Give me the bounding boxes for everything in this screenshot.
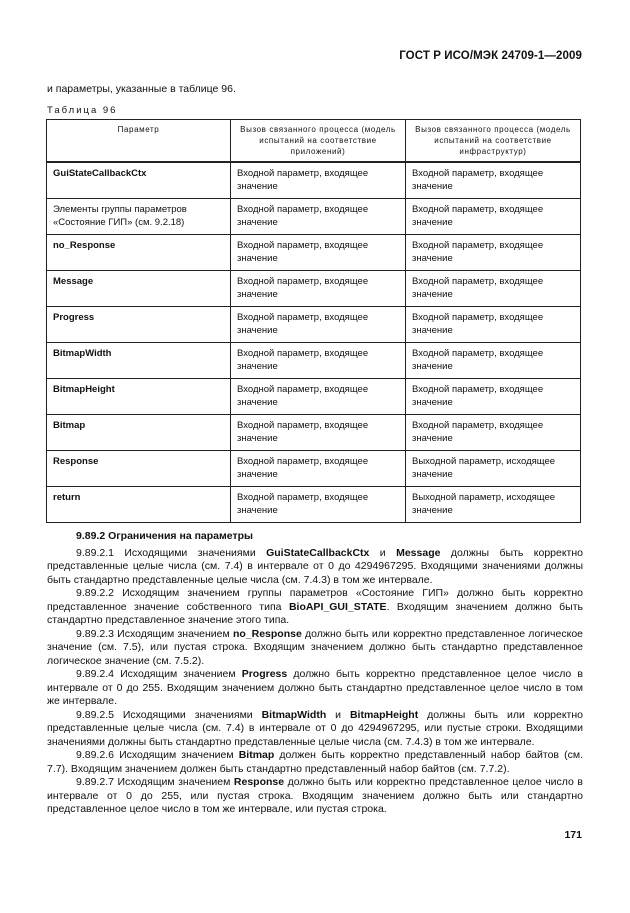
table-row	[47, 379, 581, 415]
table-row	[47, 487, 581, 523]
text-run: 9.89.2.2 Исходящим значением группы параметров «Состояние ГИП» должно быть корректно представленное значение собственного типа	[47, 587, 583, 613]
text-run: 9.89.2.7 Исходящим значением	[76, 776, 234, 788]
table-caption: Таблица 96	[47, 105, 118, 116]
document-header: ГОСТ Р ИСО/МЭК 24709-1—2009	[399, 50, 582, 62]
body-paragraph	[47, 668, 583, 709]
text-run: 9.89.2.5 Исходящими значениями	[76, 708, 262, 721]
text-run: . Входящим значением должно быть стандартно представленное значение этого типа.	[47, 600, 583, 626]
bold-term: Progress	[241, 668, 288, 680]
text-run: 9.89.2.3 Исходящим значением	[76, 627, 233, 640]
text-run: 9.89.2.1 Исходящими значениями	[76, 546, 267, 559]
table-row	[47, 199, 581, 235]
intro-text: и параметры, указанные в таблице 96.	[47, 83, 236, 95]
table-header-row	[47, 120, 581, 163]
cell-app-model: Входной параметр, входящее значение	[231, 487, 406, 523]
text-run: должен быть корректно представленный набор байтов (см. 7.7). Входящим значением должен быть стандартно представленный набор байтов (см. 7.7.2).	[47, 749, 584, 775]
text-run: 9.89.2.4 Исходящим значением	[76, 668, 242, 680]
body-paragraph	[47, 749, 583, 776]
table-row	[47, 307, 581, 343]
cell-infra-model: Выходной параметр, исходящее значение	[406, 487, 581, 523]
bold-term: Message	[396, 546, 441, 559]
body-paragraph	[47, 587, 583, 628]
cell-app-model: Входной параметр, входящее значение	[231, 235, 406, 271]
cell-app-model: Входной параметр, входящее значение	[231, 162, 406, 199]
cell-infra-model: Входной параметр, входящее значение	[406, 199, 581, 235]
header-parameter: Параметр	[47, 120, 231, 163]
parameters-table	[46, 119, 581, 523]
cell-infra-model: Входной параметр, входящее значение	[406, 415, 581, 451]
text-run: должно быть или корректно представленное целое число в интервале от 0 до 255, или пустая строка. Входящим значением должно быть или стандартно представленное целое число в том же интервале, или пустая строка.	[47, 776, 583, 815]
body-paragraph	[47, 709, 583, 750]
section-body	[47, 530, 583, 817]
bold-term: BitmapHeight	[349, 708, 419, 721]
cell-app-model: Входной параметр, входящее значение	[231, 451, 406, 487]
text-run: и	[369, 546, 397, 559]
bold-term: Bitmap	[238, 749, 275, 761]
cell-parameter: BitmapWidth	[47, 343, 231, 379]
cell-parameter: Response	[47, 451, 231, 487]
text-run: должны быть или корректно представленные целые числа (см. 7.4) в интервале от 0 до 4294967295, или пустые строки. Входящими значениями должны быть стандартно представленные целые числа (см. 7.4.3) в том же интервале.	[47, 708, 584, 748]
cell-app-model: Входной параметр, входящее значение	[231, 307, 406, 343]
cell-parameter: no_Response	[47, 235, 231, 271]
cell-app-model: Входной параметр, входящее значение	[231, 343, 406, 379]
cell-infra-model: Входной параметр, входящее значение	[406, 307, 581, 343]
table-row	[47, 162, 581, 199]
cell-app-model: Входной параметр, входящее значение	[231, 415, 406, 451]
bold-term: GuiStateCallbackCtx	[266, 546, 370, 559]
text-run: должно быть корректно представленное целое число в интервале от 0 до 255. Входящим значением должно быть стандартно представленное целое число в том же интервале.	[47, 668, 583, 707]
cell-infra-model: Входной параметр, входящее значение	[406, 235, 581, 271]
table-row	[47, 451, 581, 487]
cell-parameter: GuiStateCallbackCtx	[47, 162, 231, 199]
cell-parameter: Message	[47, 271, 231, 307]
text-run: должны быть корректно представленные целые числа (см. 7.4) в интервале от 0 до 4294967295. Входящими значениями должны быть стандартно представленные целые числа (см. 7.4.3) в том же интервале.	[47, 546, 583, 586]
bold-term: no_Response	[232, 627, 302, 640]
cell-app-model: Входной параметр, входящее значение	[231, 199, 406, 235]
table-row	[47, 271, 581, 307]
text-run: должно быть или корректно представленное логическое значение (см. 7.5), или пустая строка. Входящим значением должно быть стандартно представленное логическое значение (см. 7.5.2).	[47, 627, 583, 667]
body-paragraph	[47, 776, 583, 817]
table-row	[47, 415, 581, 451]
section-heading: 9.89.2 Ограничения на параметры	[76, 530, 254, 542]
header-app-model: Вызов связанного процесса (модель испытаний на соответствие приложений)	[231, 120, 406, 163]
cell-parameter: Элементы группы параметров «Состояние ГИП» (см. 9.2.18)	[47, 199, 231, 235]
cell-parameter: BitmapHeight	[47, 379, 231, 415]
bold-term: BitmapWidth	[261, 708, 327, 721]
body-paragraph	[47, 628, 583, 669]
cell-infra-model: Входной параметр, входящее значение	[406, 271, 581, 307]
cell-infra-model: Выходной параметр, исходящее значение	[406, 451, 581, 487]
bold-term: BioAPI_GUI_STATE	[288, 600, 387, 613]
cell-app-model: Входной параметр, входящее значение	[231, 379, 406, 415]
cell-infra-model: Входной параметр, входящее значение	[406, 162, 581, 199]
header-infra-model: Вызов связанного процесса (модель испытаний на соответствие инфраструктур)	[406, 120, 581, 163]
cell-app-model: Входной параметр, входящее значение	[231, 271, 406, 307]
text-run: 9.89.2.6 Исходящим значением	[76, 749, 239, 761]
text-run: и	[326, 708, 350, 721]
cell-parameter: Bitmap	[47, 415, 231, 451]
body-paragraph	[47, 547, 583, 588]
page-number: 171	[564, 829, 582, 841]
cell-infra-model: Входной параметр, входящее значение	[406, 379, 581, 415]
bold-term: Response	[233, 776, 285, 788]
cell-parameter: Progress	[47, 307, 231, 343]
table-row	[47, 235, 581, 271]
cell-infra-model: Входной параметр, входящее значение	[406, 343, 581, 379]
cell-parameter: return	[47, 487, 231, 523]
table-row	[47, 343, 581, 379]
